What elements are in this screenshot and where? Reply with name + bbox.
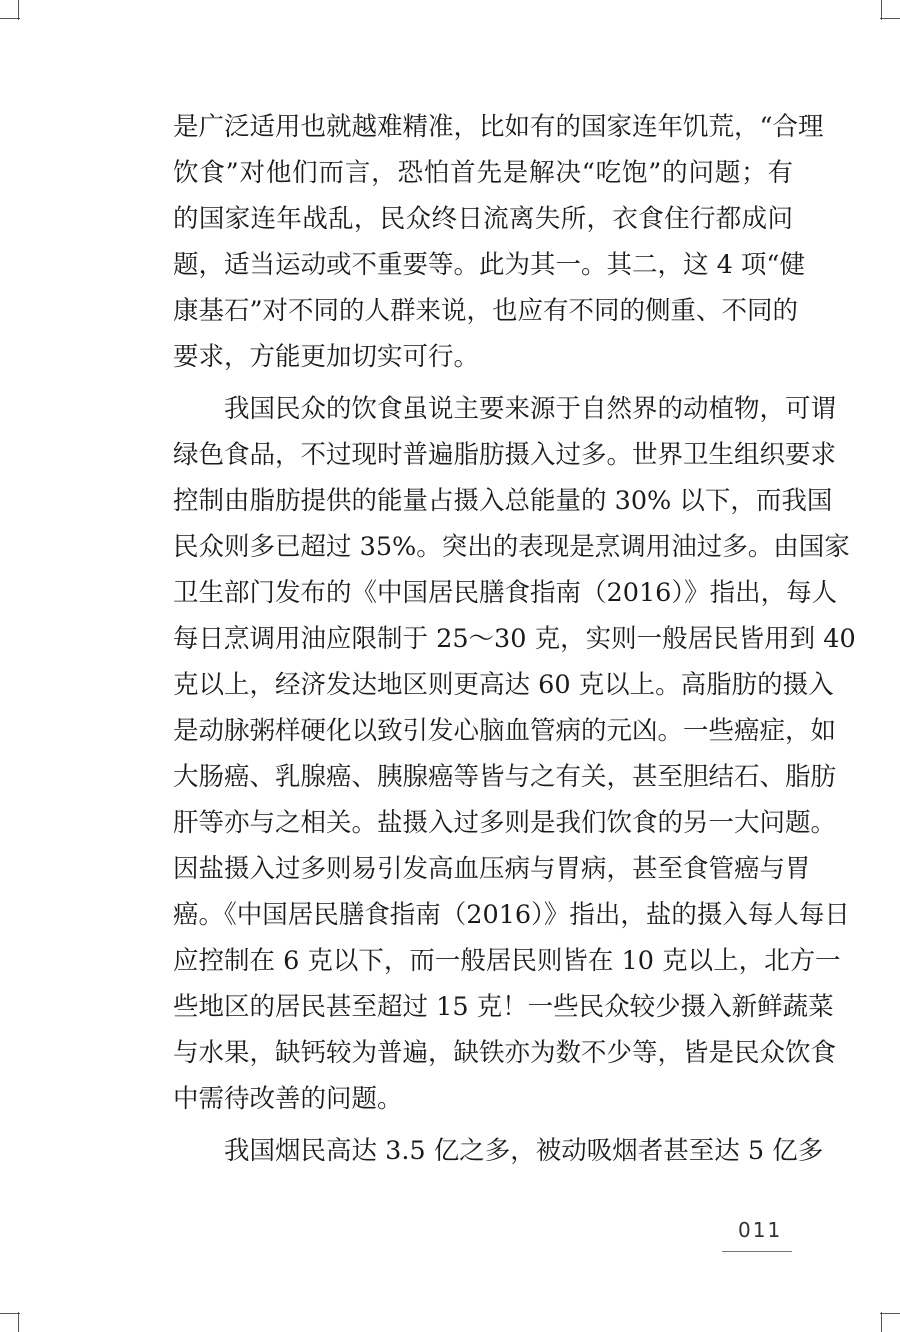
page-number: 011 <box>738 1218 783 1242</box>
text-line: 克以上，经济发达地区则更高达 60 克以上。高脂肪的摄入 <box>173 670 834 700</box>
text-line: 饮食”对他们而言，恐怕首先是解决“吃饱”的问题；有 <box>173 158 793 188</box>
body-text <box>173 104 856 1174</box>
text-line: 我国烟民高达 3.5 亿之多，被动吸烟者甚至达 5 亿多 <box>173 1136 824 1166</box>
crop-mark <box>18 0 19 20</box>
text-line: 是动脉粥样硬化以致引发心脑血管病的元凶。一些癌症，如 <box>173 716 837 746</box>
crop-mark <box>881 0 882 20</box>
crop-mark <box>880 18 900 19</box>
text-line: 每日烹调用油应限制于 25～30 克，实则一般居民皆用到 40 <box>173 624 856 654</box>
text-line: 肝等亦与之相关。盐摄入过多则是我们饮食的另一大问题。 <box>173 808 837 838</box>
page-number-rule <box>722 1251 792 1252</box>
text-line: 控制由脂肪提供的能量占摄入总能量的 30% 以下，而我国 <box>173 486 833 516</box>
text-line: 些地区的居民甚至超过 15 克！一些民众较少摄入新鲜蔬菜 <box>173 992 834 1022</box>
text-line: 与水果，缺钙较为普遍，缺铁亦为数不少等，皆是民众饮食 <box>173 1038 837 1068</box>
crop-mark <box>18 1312 19 1332</box>
text-line: 因盐摄入过多则易引发高血压病与胃病，甚至食管癌与胃 <box>173 854 811 884</box>
text-line: 癌。《中国居民膳食指南（2016）》指出，盐的摄入每人每日 <box>173 900 850 930</box>
crop-mark <box>881 1312 882 1332</box>
text-line: 卫生部门发布的《中国居民膳食指南（2016）》指出，每人 <box>173 578 838 608</box>
text-line: 我国民众的饮食虽说主要来源于自然界的动植物，可谓 <box>173 394 837 424</box>
text-line: 民众则多已超过 35%。突出的表现是烹调用油过多。由国家 <box>173 532 850 562</box>
text-line: 大肠癌、乳腺癌、胰腺癌等皆与之有关，甚至胆结石、脂肪 <box>173 762 837 792</box>
text-line: 应控制在 6 克以下，而一般居民则皆在 10 克以上，北方一 <box>173 946 841 976</box>
text-line: 要求，方能更加切实可行。 <box>173 342 480 372</box>
crop-mark <box>880 1313 900 1314</box>
text-line: 的国家连年战乱，民众终日流离失所，衣食住行都成问 <box>173 204 793 234</box>
text-line: 绿色食品，不过现时普遍脂肪摄入过多。世界卫生组织要求 <box>173 440 837 470</box>
text-line: 康基石”对不同的人群来说，也应有不同的侧重、不同的 <box>173 296 799 326</box>
text-line: 中需待改善的问题。 <box>173 1084 403 1114</box>
text-line: 题，适当运动或不重要等。此为其一。其二，这 4 项“健 <box>173 250 805 280</box>
text-line: 是广泛适用也就越难精准，比如有的国家连年饥荒，“合理 <box>173 112 824 142</box>
crop-mark <box>0 1313 20 1314</box>
crop-mark <box>0 18 20 19</box>
